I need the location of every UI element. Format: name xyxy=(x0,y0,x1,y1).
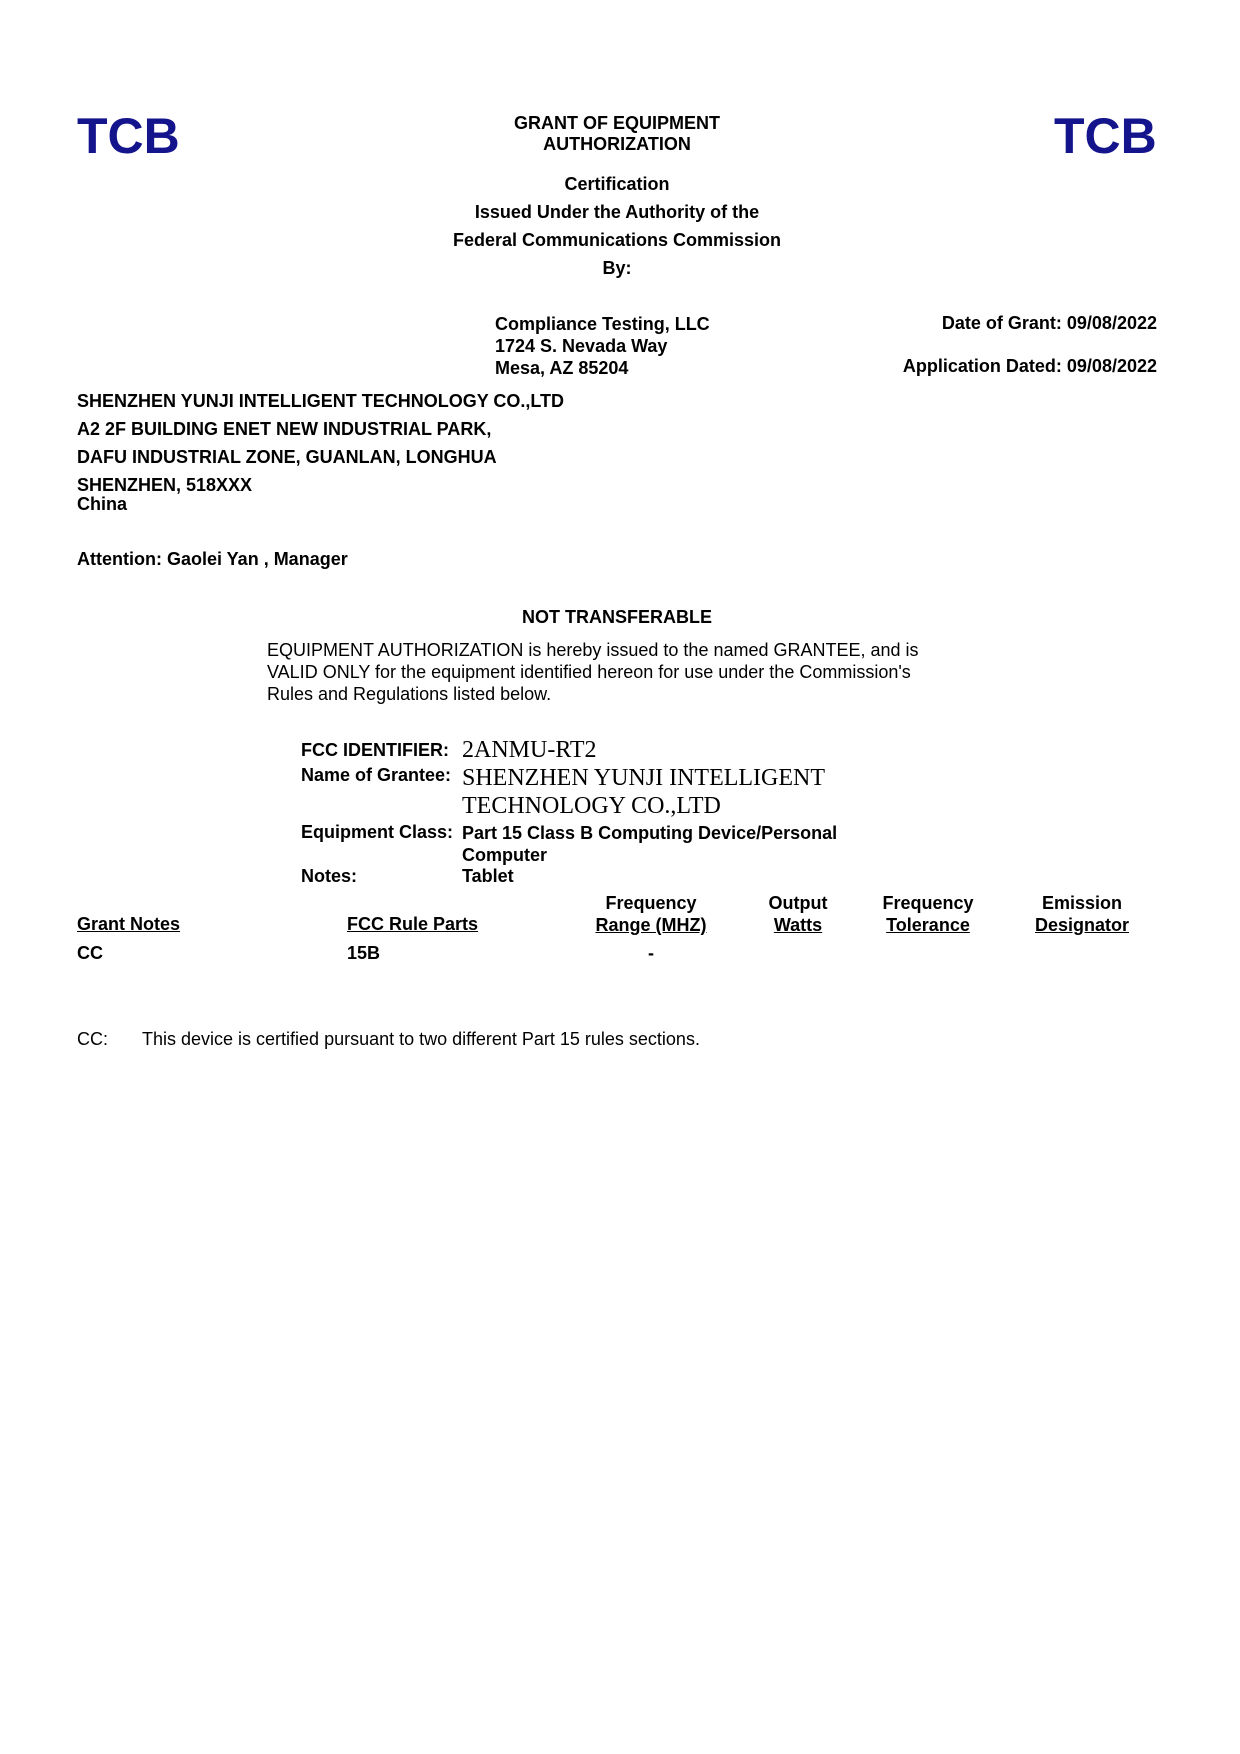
issuer-address xyxy=(495,313,710,379)
tcb-mark-right: TCB xyxy=(1054,108,1157,164)
header-emission-designator xyxy=(1022,892,1142,936)
date-of-grant: Date of Grant: 09/08/2022 xyxy=(941,313,1157,333)
grantee-name-line-2: TECHNOLOGY CO.,LTD xyxy=(462,793,721,819)
equipment-class-value xyxy=(462,822,837,866)
notes-value: Tablet xyxy=(462,866,514,886)
title-line-1: GRANT OF EQUIPMENT xyxy=(514,113,720,133)
grantee-name-label: Name of Grantee: xyxy=(301,765,452,785)
header-grant-notes: Grant Notes xyxy=(77,914,181,934)
authority-line-1: Issued Under the Authority of the xyxy=(474,202,760,222)
header-emission-line-1: Emission xyxy=(1041,893,1123,913)
header-output-line-2: Watts xyxy=(773,915,823,935)
fcc-identifier-value: 2ANMU-RT2 xyxy=(462,737,597,763)
authority-block xyxy=(367,170,867,282)
statement-line-3: Rules and Regulations listed below. xyxy=(267,684,552,704)
grantee-address-line-2: A2 2F BUILDING ENET NEW INDUSTRIAL PARK, xyxy=(77,419,492,439)
by-label: By: xyxy=(602,258,632,278)
header-frequency-range-line-2: Range (MHZ) xyxy=(595,915,707,935)
equipment-class-label: Equipment Class: xyxy=(301,822,454,842)
certification-label: Certification xyxy=(564,174,670,194)
authorization-statement xyxy=(267,639,919,705)
authority-line-2: Federal Communications Commission xyxy=(452,230,782,250)
row-grant-notes: CC xyxy=(77,943,103,963)
grantee-address-line-4: SHENZHEN, 518XXX xyxy=(77,475,253,495)
grantee-address xyxy=(77,387,564,499)
fcc-identifier-label: FCC IDENTIFIER: xyxy=(301,740,449,760)
document-title xyxy=(417,113,817,155)
row-frequency-range: - xyxy=(648,943,654,963)
header-frequency-range xyxy=(571,892,731,936)
header-output-watts xyxy=(748,892,848,936)
equipment-class-line-1: Part 15 Class B Computing Device/Personal xyxy=(462,823,838,843)
grantee-name-value xyxy=(462,764,825,820)
issuer-name: Compliance Testing, LLC xyxy=(495,314,710,334)
header-frequency-range-line-1: Frequency xyxy=(605,893,697,913)
footnote-code: CC: xyxy=(77,1029,108,1049)
issuer-city: Mesa, AZ 85204 xyxy=(495,358,629,378)
statement-line-1: EQUIPMENT AUTHORIZATION is hereby issued to the named GRANTEE, and is xyxy=(267,640,919,660)
grantee-address-line-1: SHENZHEN YUNJI INTELLIGENT TECHNOLOGY CO.,LTD xyxy=(77,391,565,411)
attention-line: Attention: Gaolei Yan , Manager xyxy=(77,549,348,569)
tcb-mark-left: TCB xyxy=(77,108,180,164)
equipment-class-line-2: Computer xyxy=(462,845,547,865)
not-transferable-heading: NOT TRANSFERABLE xyxy=(522,607,712,627)
grantee-name-line-1: SHENZHEN YUNJI INTELLIGENT xyxy=(462,765,826,791)
grantee-country: China xyxy=(77,494,128,514)
row-fcc-rule-parts: 15B xyxy=(347,943,381,963)
application-dated: Application Dated: 09/08/2022 xyxy=(902,356,1157,376)
grantee-address-line-3: DAFU INDUSTRIAL ZONE, GUANLAN, LONGHUA xyxy=(77,447,497,467)
header-tolerance-line-1: Frequency xyxy=(882,893,974,913)
notes-label: Notes: xyxy=(301,866,358,886)
footnote-text: This device is certified pursuant to two different Part 15 rules sections. xyxy=(142,1029,700,1049)
statement-line-2: VALID ONLY for the equipment identified hereon for use under the Commission's xyxy=(267,662,911,682)
header-output-line-1: Output xyxy=(768,893,828,913)
title-line-2: AUTHORIZATION xyxy=(543,134,691,154)
header-frequency-tolerance xyxy=(868,892,988,936)
header-tolerance-line-2: Tolerance xyxy=(886,915,970,935)
header-emission-line-2: Designator xyxy=(1034,915,1130,935)
header-fcc-rule-parts: FCC Rule Parts xyxy=(347,914,479,934)
issuer-street: 1724 S. Nevada Way xyxy=(495,336,668,356)
